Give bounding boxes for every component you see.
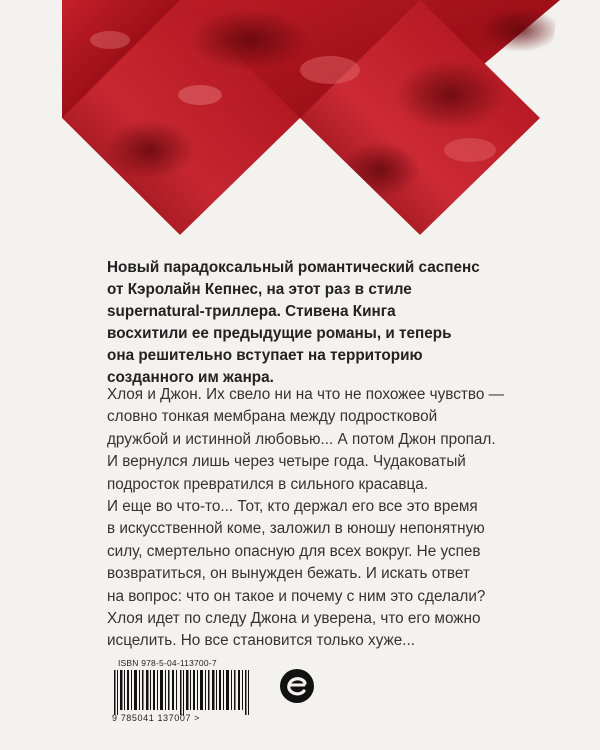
barcode-bars <box>112 670 267 715</box>
publisher-logo-icon <box>279 668 315 704</box>
description-paragraph: Хлоя и Джон. Их свело ни на что не похожее чувство — словно тонкая мембрана между подростковой дружбой и истинной любовью... А потом Джон пропал. И вернулся лишь через четыре года. Чудаковатый подросток превратился в сильного красавца. И еще во что-то... Тот, кто держал его все это время в искусственной коме, заложил в юношу непонятную силу, смертельно опасную для всех вокруг. Не успев возвратиться, он вынужден бежать. И искать ответ на вопрос: что он такое и почему с ним это сделали? Хлоя идет по следу Джона и уверена, что его можно исцелить. Но все становится только хуже... <box>107 386 504 650</box>
lead-paragraph: Новый парадоксальный романтический саспенс от Кэролайн Кепнес, на этот раз в стиле supernatural-триллера. Стивена Кинга восхитили ее предыдущие романы, и теперь она решительно вступает на территорию созданного им жанра. <box>107 259 480 386</box>
red-ink-artwork <box>0 0 600 245</box>
barcode-digits: 9 785041 137007 > <box>112 713 201 723</box>
isbn-label: ISBN 978-5-04-113700-7 <box>118 658 217 668</box>
